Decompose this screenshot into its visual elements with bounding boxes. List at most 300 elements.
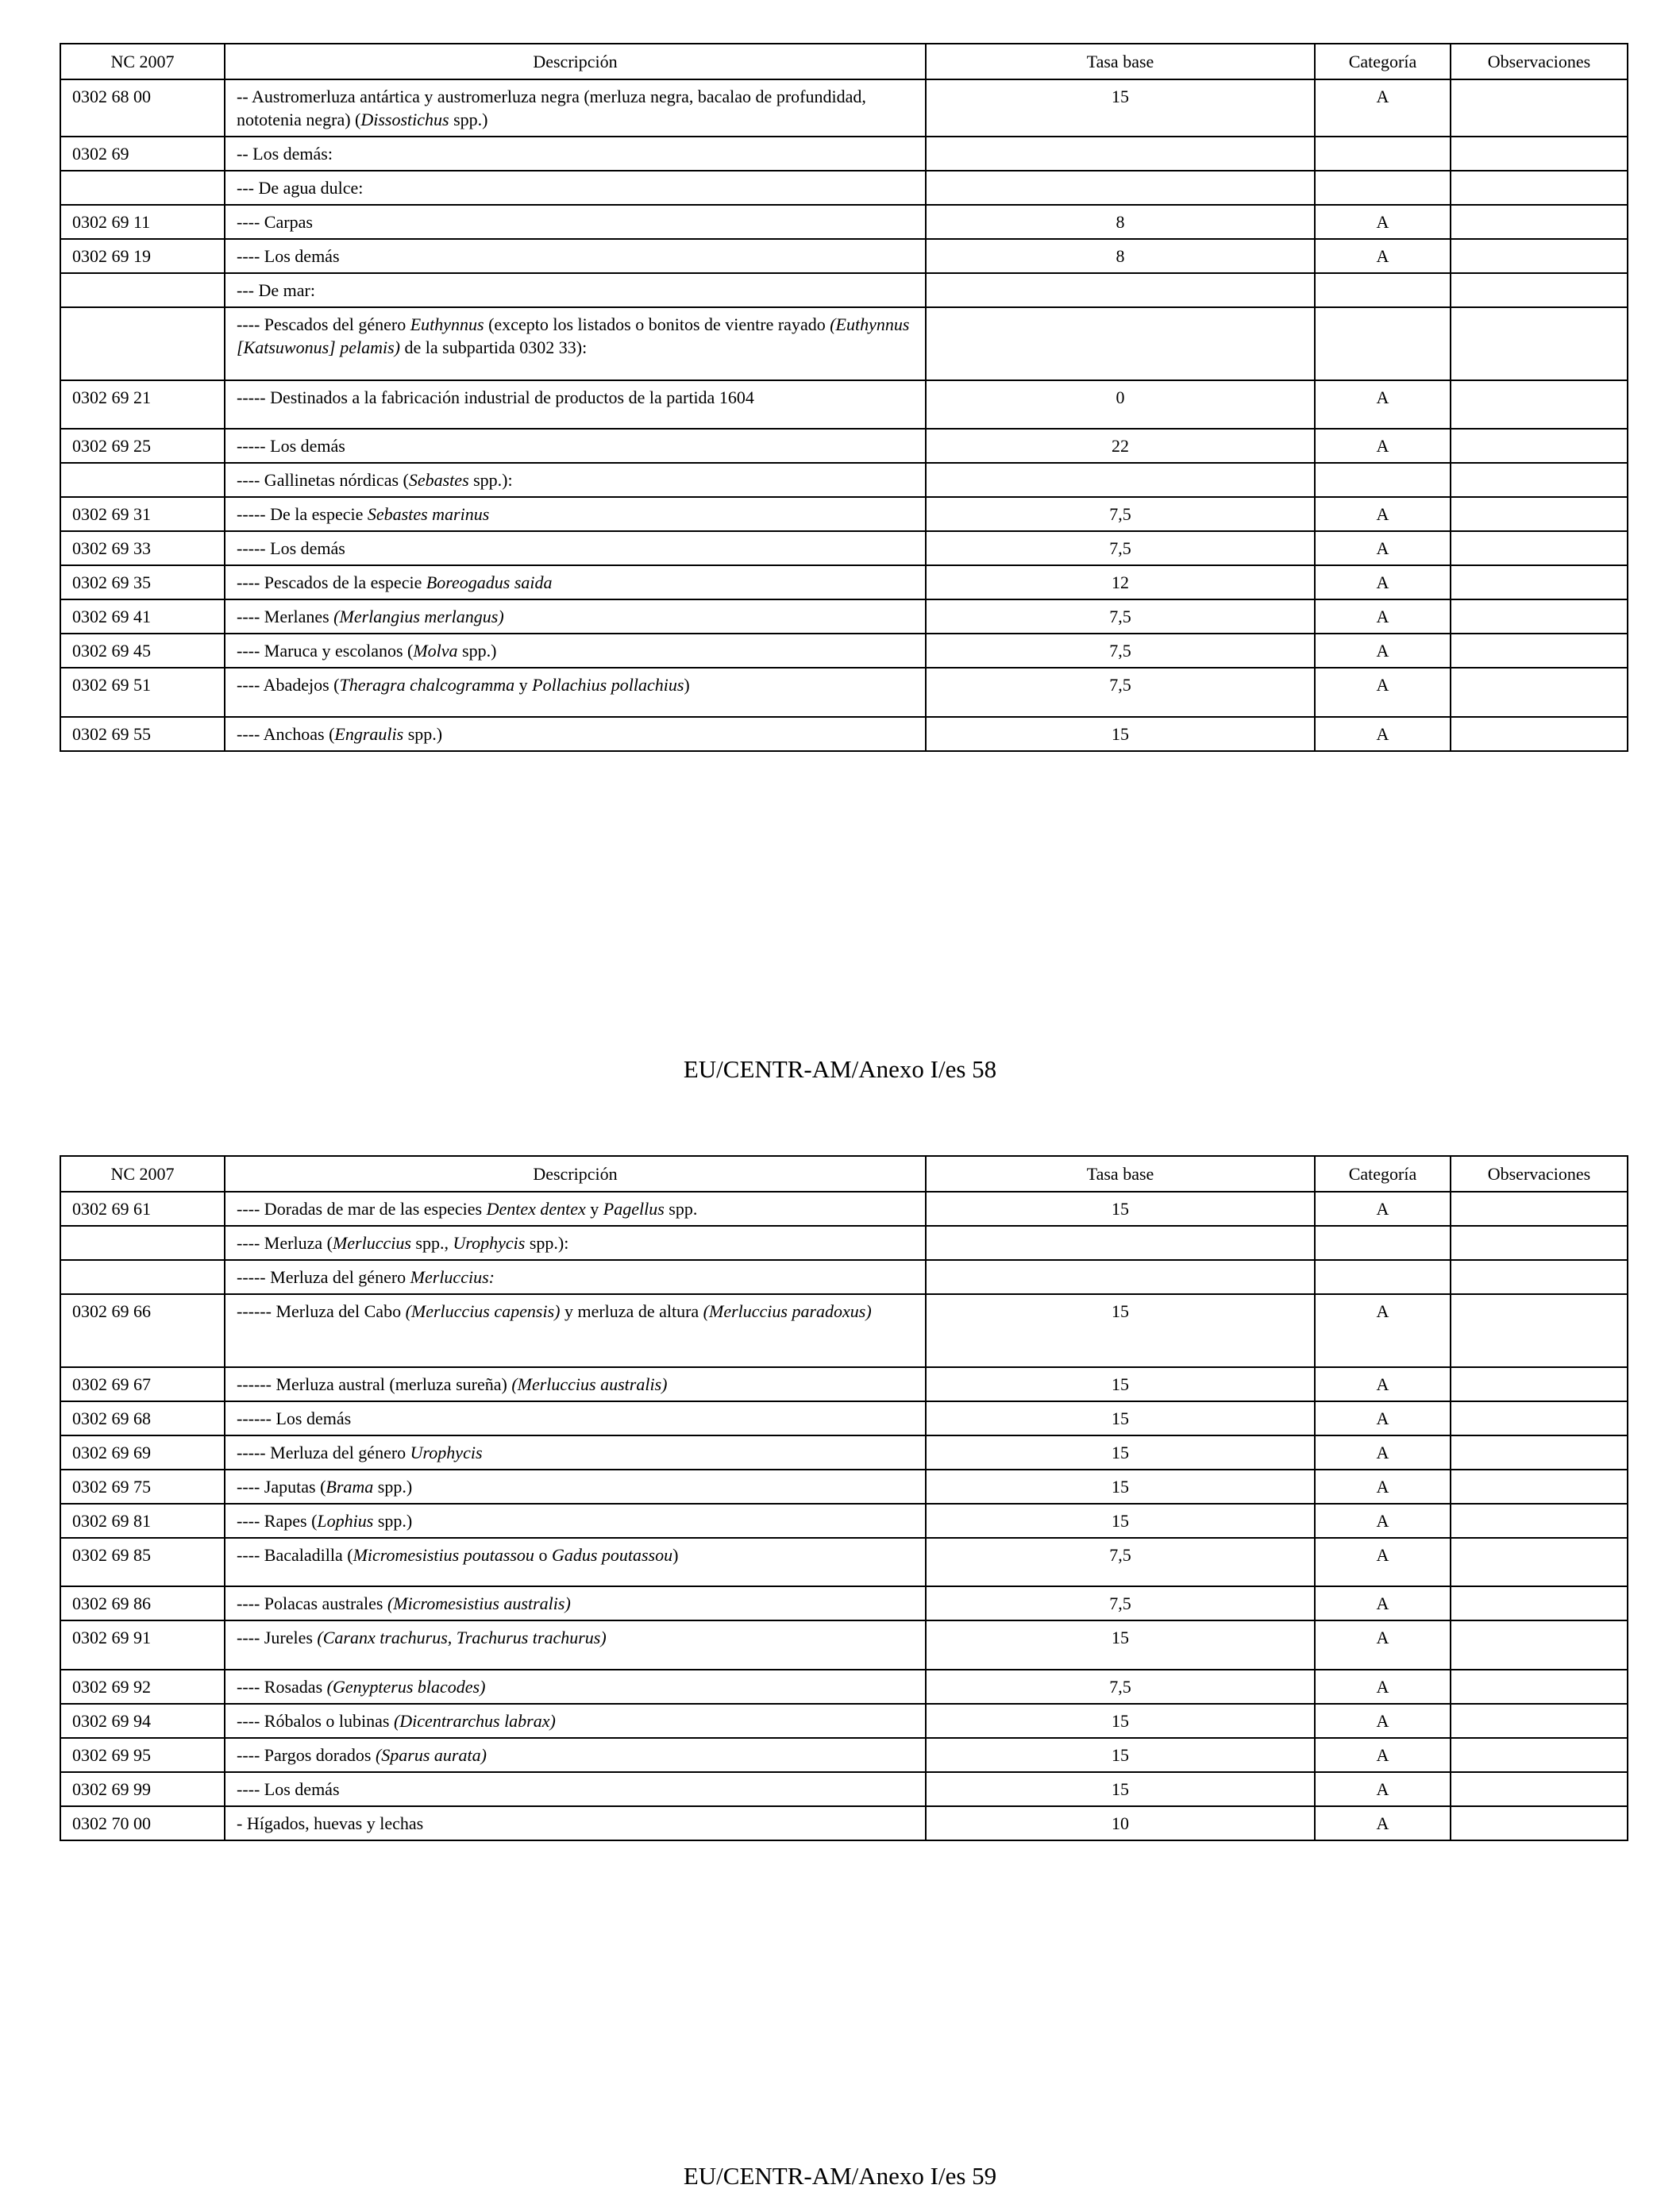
description-text: spp.) — [373, 1511, 413, 1531]
column-header-observations: Observaciones — [1451, 44, 1628, 79]
description-text: o — [534, 1545, 552, 1565]
table-row — [60, 1538, 1628, 1586]
cell-category: A — [1315, 1586, 1451, 1620]
cell-category: A — [1315, 1470, 1451, 1504]
table-row — [60, 1620, 1628, 1670]
cell-description — [225, 1435, 926, 1470]
cell-description — [225, 239, 926, 273]
tariff-table-page-59 — [60, 1155, 1628, 1841]
cell-category: A — [1315, 79, 1451, 137]
description-text: ---- Maruca y escolanos ( — [237, 641, 414, 661]
cell-base-rate: 15 — [926, 1620, 1315, 1670]
cell-base-rate — [926, 137, 1315, 171]
cell-description — [225, 1620, 926, 1670]
cell-nc-code: 0302 69 75 — [60, 1470, 225, 1504]
cell-observations — [1451, 668, 1628, 717]
cell-nc-code: 0302 68 00 — [60, 79, 225, 137]
cell-description — [225, 273, 926, 307]
description-italic-text: Engraulis — [334, 724, 404, 744]
cell-base-rate: 10 — [926, 1806, 1315, 1840]
table-row — [60, 1806, 1628, 1840]
cell-base-rate: 7,5 — [926, 1538, 1315, 1586]
cell-base-rate: 22 — [926, 429, 1315, 463]
description-text: -- Los demás: — [237, 144, 333, 164]
table-row — [60, 717, 1628, 751]
table-row — [60, 1294, 1628, 1367]
cell-description — [225, 1806, 926, 1840]
cell-category: A — [1315, 1670, 1451, 1704]
cell-observations — [1451, 205, 1628, 239]
cell-description — [225, 497, 926, 531]
cell-observations — [1451, 1738, 1628, 1772]
cell-category: A — [1315, 1367, 1451, 1401]
description-text: spp., — [410, 1233, 453, 1253]
cell-description — [225, 1670, 926, 1704]
cell-observations — [1451, 239, 1628, 273]
cell-observations — [1451, 1435, 1628, 1470]
cell-observations — [1451, 565, 1628, 599]
table-row — [60, 1260, 1628, 1294]
cell-category — [1315, 307, 1451, 380]
description-italic-text: (Micromesistius australis) — [387, 1593, 571, 1613]
table-header-row — [60, 1156, 1628, 1192]
cell-category: A — [1315, 1435, 1451, 1470]
description-text: spp.) — [457, 641, 497, 661]
cell-category: A — [1315, 599, 1451, 634]
cell-base-rate: 8 — [926, 205, 1315, 239]
table-row — [60, 1470, 1628, 1504]
cell-category: A — [1315, 1192, 1451, 1226]
cell-observations — [1451, 1226, 1628, 1260]
cell-nc-code: 0302 69 99 — [60, 1772, 225, 1806]
description-text: - Hígados, huevas y lechas — [237, 1813, 424, 1833]
description-italic-text: Dentex dentex — [486, 1199, 586, 1219]
cell-base-rate: 15 — [926, 1470, 1315, 1504]
description-text: de la subpartida 0302 33): — [399, 337, 588, 357]
cell-category: A — [1315, 717, 1451, 751]
description-text: ---- Pargos dorados — [237, 1745, 376, 1765]
column-header-description: Descripción — [225, 44, 926, 79]
description-text: spp.) — [449, 110, 488, 129]
description-text: y — [514, 675, 533, 695]
table-row — [60, 531, 1628, 565]
description-text: ----- Los demás — [237, 436, 345, 456]
cell-description — [225, 1470, 926, 1504]
cell-description — [225, 1294, 926, 1367]
description-italic-text: (Merluccius paradoxus) — [703, 1301, 872, 1321]
description-text: -- Austromerluza antártica y austromerluza negra (merluza negra, bacalao de profundidad, nototenia negra) ( — [237, 87, 866, 129]
cell-description — [225, 1367, 926, 1401]
cell-description — [225, 1192, 926, 1226]
description-text: --- De mar: — [237, 280, 315, 300]
cell-observations — [1451, 273, 1628, 307]
description-text: y merluza de altura — [560, 1301, 703, 1321]
cell-description — [225, 463, 926, 497]
description-text: ----- Merluza del género — [237, 1267, 410, 1287]
cell-observations — [1451, 497, 1628, 531]
description-italic-text: Theragra chalcogramma — [339, 675, 515, 695]
cell-nc-code — [60, 307, 225, 380]
description-italic-text: Pollachius pollachius — [532, 675, 684, 695]
cell-observations — [1451, 463, 1628, 497]
cell-description — [225, 717, 926, 751]
cell-description — [225, 307, 926, 380]
cell-base-rate: 15 — [926, 1738, 1315, 1772]
cell-base-rate — [926, 171, 1315, 205]
cell-nc-code: 0302 69 33 — [60, 531, 225, 565]
description-italic-text: Molva — [413, 641, 458, 661]
cell-nc-code — [60, 463, 225, 497]
cell-base-rate — [926, 273, 1315, 307]
cell-observations — [1451, 79, 1628, 137]
description-text: ----- Merluza del género — [237, 1443, 410, 1462]
cell-base-rate — [926, 463, 1315, 497]
description-text: spp.) — [373, 1477, 413, 1497]
cell-observations — [1451, 1772, 1628, 1806]
description-text: ----- Los demás — [237, 538, 345, 558]
cell-description — [225, 565, 926, 599]
cell-base-rate: 12 — [926, 565, 1315, 599]
cell-base-rate: 15 — [926, 1504, 1315, 1538]
cell-base-rate: 15 — [926, 79, 1315, 137]
cell-category: A — [1315, 205, 1451, 239]
description-italic-text: Sebastes marinus — [367, 504, 490, 524]
table-row — [60, 1670, 1628, 1704]
cell-category: A — [1315, 1704, 1451, 1738]
table-row — [60, 1586, 1628, 1620]
cell-category: A — [1315, 1772, 1451, 1806]
cell-category: A — [1315, 1294, 1451, 1367]
cell-category: A — [1315, 565, 1451, 599]
cell-category: A — [1315, 1620, 1451, 1670]
cell-nc-code: 0302 69 86 — [60, 1586, 225, 1620]
description-text: ------ Los demás — [237, 1408, 352, 1428]
cell-category: A — [1315, 380, 1451, 429]
cell-observations — [1451, 1704, 1628, 1738]
description-text: ---- Carpas — [237, 212, 313, 232]
table-row — [60, 1367, 1628, 1401]
cell-description — [225, 1260, 926, 1294]
description-text: ---- Anchoas ( — [237, 724, 335, 744]
cell-nc-code: 0302 69 31 — [60, 497, 225, 531]
description-italic-text: Merluccius — [332, 1233, 411, 1253]
cell-description — [225, 1772, 926, 1806]
cell-category — [1315, 273, 1451, 307]
table-row — [60, 171, 1628, 205]
cell-base-rate: 7,5 — [926, 599, 1315, 634]
cell-observations — [1451, 1192, 1628, 1226]
column-header-nc: NC 2007 — [60, 44, 225, 79]
description-text: spp.): — [525, 1233, 569, 1253]
table-row — [60, 1226, 1628, 1260]
description-italic-text: Micromesistius poutassou — [353, 1545, 534, 1565]
description-text: ---- Abadejos ( — [237, 675, 340, 695]
description-italic-text: Boreogadus saida — [426, 572, 553, 592]
cell-category — [1315, 171, 1451, 205]
cell-category — [1315, 1226, 1451, 1260]
table-row — [60, 1504, 1628, 1538]
description-text: ---- Gallinetas nórdicas ( — [237, 470, 409, 490]
description-text: ------ Merluza del Cabo — [237, 1301, 406, 1321]
cell-nc-code: 0302 69 41 — [60, 599, 225, 634]
cell-base-rate: 7,5 — [926, 634, 1315, 668]
description-italic-text: Urophycis — [453, 1233, 526, 1253]
description-text: spp. — [664, 1199, 698, 1219]
column-header-category: Categoría — [1315, 44, 1451, 79]
cell-base-rate: 15 — [926, 1772, 1315, 1806]
cell-base-rate: 15 — [926, 1294, 1315, 1367]
description-text: ---- Rosadas — [237, 1677, 327, 1697]
cell-observations — [1451, 1620, 1628, 1670]
description-text: ---- Pescados de la especie — [237, 572, 426, 592]
description-text: ----- Destinados a la fabricación industrial de productos de la partida 1604 — [237, 387, 754, 407]
description-italic-text: Sebastes — [408, 470, 469, 490]
cell-description — [225, 137, 926, 171]
description-text: ) — [672, 1545, 679, 1565]
cell-nc-code: 0302 70 00 — [60, 1806, 225, 1840]
cell-base-rate: 15 — [926, 1192, 1315, 1226]
description-text: ----- De la especie — [237, 504, 368, 524]
cell-nc-code: 0302 69 94 — [60, 1704, 225, 1738]
table-row — [60, 137, 1628, 171]
cell-nc-code: 0302 69 — [60, 137, 225, 171]
cell-observations — [1451, 1504, 1628, 1538]
cell-description — [225, 1226, 926, 1260]
cell-description — [225, 599, 926, 634]
table-row — [60, 634, 1628, 668]
cell-description — [225, 1704, 926, 1738]
cell-nc-code: 0302 69 35 — [60, 565, 225, 599]
cell-nc-code — [60, 171, 225, 205]
description-italic-text: Euthynnus — [410, 314, 484, 334]
cell-description — [225, 1504, 926, 1538]
cell-description — [225, 429, 926, 463]
description-italic-text: Pagellus — [603, 1199, 665, 1219]
description-text: ---- Los demás — [237, 246, 340, 266]
description-italic-text: (Merluccius australis) — [511, 1374, 668, 1394]
cell-category: A — [1315, 429, 1451, 463]
table-header-row — [60, 44, 1628, 79]
description-text: (excepto los listados o bonitos de vientre rayado — [484, 314, 830, 334]
table-row — [60, 1772, 1628, 1806]
cell-base-rate: 7,5 — [926, 1586, 1315, 1620]
cell-base-rate: 15 — [926, 1435, 1315, 1470]
description-text: ---- Japutas ( — [237, 1477, 326, 1497]
cell-description — [225, 171, 926, 205]
cell-base-rate: 15 — [926, 717, 1315, 751]
table-row — [60, 565, 1628, 599]
cell-observations — [1451, 599, 1628, 634]
cell-nc-code: 0302 69 85 — [60, 1538, 225, 1586]
page-footer-58: EU/CENTR-AM/Anexo I/es 58 — [683, 1055, 997, 1083]
cell-description — [225, 205, 926, 239]
description-text: ---- Bacaladilla ( — [237, 1545, 353, 1565]
cell-nc-code: 0302 69 21 — [60, 380, 225, 429]
cell-base-rate: 8 — [926, 239, 1315, 273]
table-row — [60, 429, 1628, 463]
description-text: ---- Jureles — [237, 1628, 318, 1647]
cell-observations — [1451, 307, 1628, 380]
cell-description — [225, 380, 926, 429]
column-header-nc: NC 2007 — [60, 1156, 225, 1192]
description-text: spp.) — [403, 724, 443, 744]
cell-category: A — [1315, 239, 1451, 273]
cell-observations — [1451, 531, 1628, 565]
table-row — [60, 1738, 1628, 1772]
table-row — [60, 1435, 1628, 1470]
cell-observations — [1451, 137, 1628, 171]
cell-nc-code: 0302 69 91 — [60, 1620, 225, 1670]
cell-base-rate: 7,5 — [926, 531, 1315, 565]
description-text: ---- Los demás — [237, 1779, 340, 1799]
cell-base-rate: 15 — [926, 1401, 1315, 1435]
table-row — [60, 79, 1628, 137]
cell-observations — [1451, 634, 1628, 668]
description-italic-text: Merluccius: — [410, 1267, 495, 1287]
cell-category: A — [1315, 1538, 1451, 1586]
description-text: ------ Merluza austral (merluza sureña) — [237, 1374, 512, 1394]
table-row — [60, 497, 1628, 531]
cell-description — [225, 1401, 926, 1435]
table-row — [60, 205, 1628, 239]
cell-observations — [1451, 1401, 1628, 1435]
cell-description — [225, 634, 926, 668]
cell-base-rate: 7,5 — [926, 1670, 1315, 1704]
tariff-table-page-58 — [60, 43, 1628, 752]
cell-category — [1315, 1260, 1451, 1294]
column-header-base-rate: Tasa base — [926, 1156, 1315, 1192]
description-text: ---- Doradas de mar de las especies — [237, 1199, 487, 1219]
description-italic-text: (Euthynnus [Katsuwonus] pelamis) — [237, 314, 910, 357]
cell-category — [1315, 137, 1451, 171]
cell-category: A — [1315, 634, 1451, 668]
page-footer-59: EU/CENTR-AM/Anexo I/es 59 — [683, 2162, 997, 2190]
description-text: y — [585, 1199, 603, 1219]
description-italic-text: (Dicentrarchus labrax) — [393, 1711, 556, 1731]
cell-nc-code: 0302 69 61 — [60, 1192, 225, 1226]
table-row — [60, 599, 1628, 634]
description-italic-text: (Genypterus blacodes) — [326, 1677, 486, 1697]
cell-observations — [1451, 1670, 1628, 1704]
cell-observations — [1451, 171, 1628, 205]
cell-base-rate — [926, 307, 1315, 380]
description-italic-text: Dissostichus — [360, 110, 449, 129]
cell-description — [225, 79, 926, 137]
column-header-observations: Observaciones — [1451, 1156, 1628, 1192]
cell-base-rate: 7,5 — [926, 668, 1315, 717]
cell-description — [225, 1738, 926, 1772]
table-row — [60, 463, 1628, 497]
column-header-base-rate: Tasa base — [926, 44, 1315, 79]
column-header-category: Categoría — [1315, 1156, 1451, 1192]
cell-observations — [1451, 429, 1628, 463]
column-header-description: Descripción — [225, 1156, 926, 1192]
description-italic-text: Brama — [326, 1477, 374, 1497]
cell-observations — [1451, 1538, 1628, 1586]
description-italic-text: Lophius — [317, 1511, 374, 1531]
cell-nc-code: 0302 69 19 — [60, 239, 225, 273]
cell-observations — [1451, 380, 1628, 429]
cell-base-rate: 7,5 — [926, 497, 1315, 531]
description-italic-text: Urophycis — [410, 1443, 483, 1462]
cell-description — [225, 1586, 926, 1620]
cell-nc-code: 0302 69 67 — [60, 1367, 225, 1401]
cell-nc-code: 0302 69 55 — [60, 717, 225, 751]
cell-description — [225, 1538, 926, 1586]
cell-nc-code: 0302 69 69 — [60, 1435, 225, 1470]
cell-nc-code — [60, 273, 225, 307]
description-italic-text: (Sparus aurata) — [375, 1745, 487, 1765]
table-row — [60, 1192, 1628, 1226]
cell-base-rate: 15 — [926, 1367, 1315, 1401]
table-row — [60, 1401, 1628, 1435]
cell-observations — [1451, 1806, 1628, 1840]
cell-category: A — [1315, 668, 1451, 717]
cell-observations — [1451, 1294, 1628, 1367]
cell-observations — [1451, 1586, 1628, 1620]
cell-observations — [1451, 1367, 1628, 1401]
description-text: ---- Polacas australes — [237, 1593, 387, 1613]
cell-base-rate: 15 — [926, 1704, 1315, 1738]
description-text: ---- Róbalos o lubinas — [237, 1711, 394, 1731]
cell-category — [1315, 463, 1451, 497]
cell-category: A — [1315, 497, 1451, 531]
cell-observations — [1451, 1470, 1628, 1504]
cell-nc-code: 0302 69 25 — [60, 429, 225, 463]
table-row — [60, 307, 1628, 380]
cell-nc-code: 0302 69 51 — [60, 668, 225, 717]
description-text: spp.): — [468, 470, 513, 490]
cell-observations — [1451, 717, 1628, 751]
description-italic-text: (Merlangius merlangus) — [333, 607, 504, 626]
description-text: ---- Merlanes — [237, 607, 334, 626]
description-text: ---- Rapes ( — [237, 1511, 318, 1531]
cell-base-rate — [926, 1226, 1315, 1260]
cell-category: A — [1315, 1504, 1451, 1538]
cell-nc-code: 0302 69 92 — [60, 1670, 225, 1704]
cell-nc-code: 0302 69 68 — [60, 1401, 225, 1435]
table-row — [60, 668, 1628, 717]
description-text: ---- Merluza ( — [237, 1233, 333, 1253]
table-row — [60, 1704, 1628, 1738]
cell-nc-code: 0302 69 45 — [60, 634, 225, 668]
description-italic-text: (Caranx trachurus, Trachurus trachurus) — [317, 1628, 607, 1647]
table-row — [60, 380, 1628, 429]
cell-nc-code: 0302 69 66 — [60, 1294, 225, 1367]
cell-nc-code — [60, 1226, 225, 1260]
description-italic-text: (Merluccius capensis) — [405, 1301, 561, 1321]
cell-description — [225, 668, 926, 717]
description-text: --- De agua dulce: — [237, 178, 364, 198]
cell-category: A — [1315, 1738, 1451, 1772]
cell-nc-code — [60, 1260, 225, 1294]
description-text: ) — [684, 675, 690, 695]
cell-observations — [1451, 1260, 1628, 1294]
cell-category: A — [1315, 1806, 1451, 1840]
cell-base-rate: 0 — [926, 380, 1315, 429]
cell-category: A — [1315, 1401, 1451, 1435]
table-row — [60, 273, 1628, 307]
cell-nc-code: 0302 69 95 — [60, 1738, 225, 1772]
cell-nc-code: 0302 69 11 — [60, 205, 225, 239]
table-row — [60, 239, 1628, 273]
cell-base-rate — [926, 1260, 1315, 1294]
cell-nc-code: 0302 69 81 — [60, 1504, 225, 1538]
description-text: ---- Pescados del género — [237, 314, 410, 334]
cell-description — [225, 531, 926, 565]
cell-category: A — [1315, 531, 1451, 565]
description-italic-text: Gadus poutassou — [551, 1545, 673, 1565]
